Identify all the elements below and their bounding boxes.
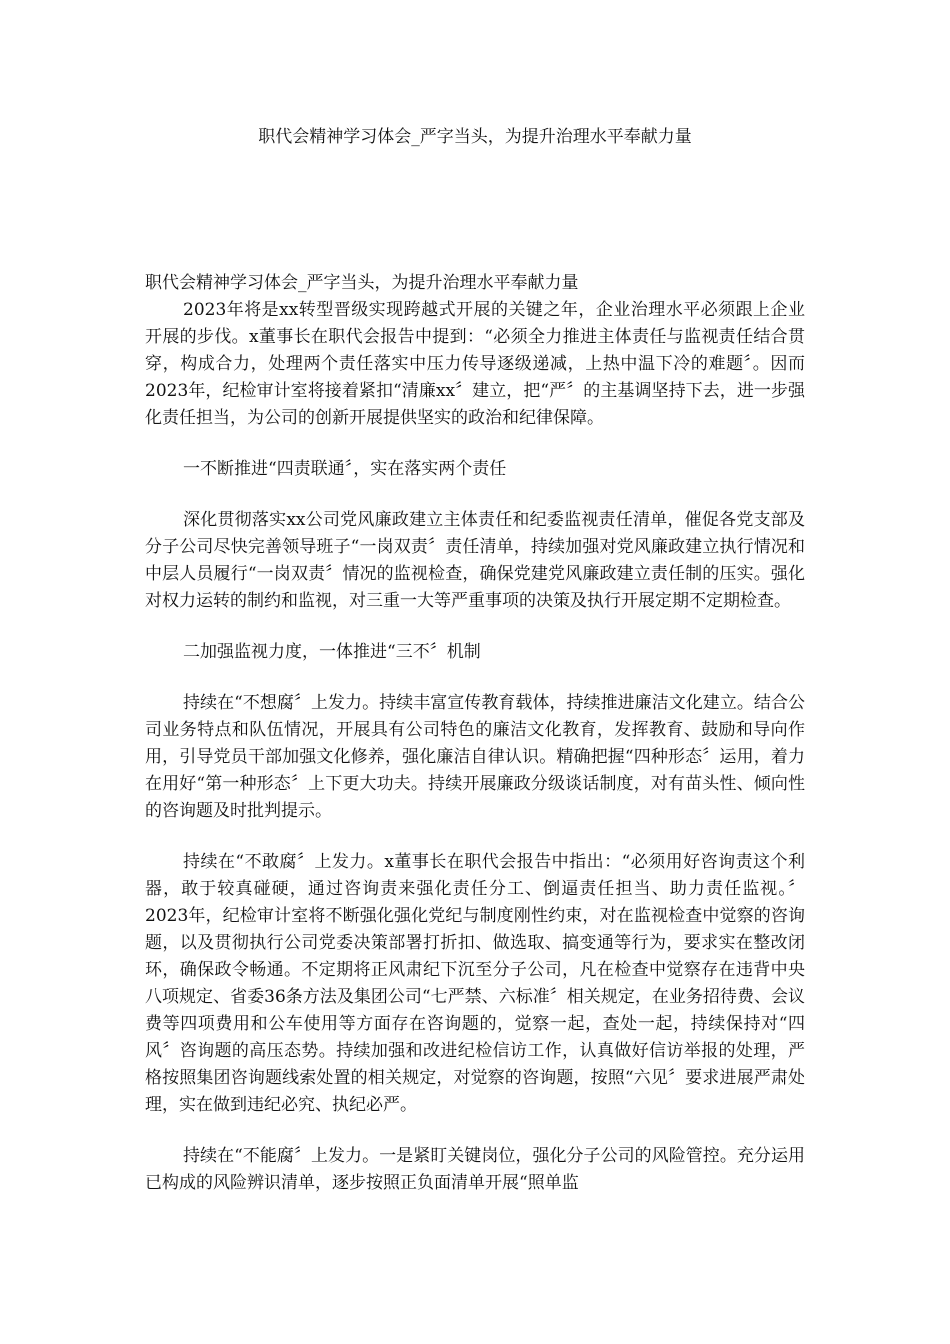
document-body [145, 270, 805, 1197]
document-header-title: 职代会精神学习体会_严字当头，为提升治理水平奉献力量 [258, 127, 692, 147]
paragraph-not-dare-corrupt: 持续在“不敢腐〞上发力。x董事长在职代会报告中指出：“必须用好咨询责这个利器，敢于较真碰硬，通过咨询责来强化责任分工、倒逼责任担当、助力责任监视。〞2023年，纪检审计室将不断强化强化党纪与制度刚性约束，对在监视检查中觉察的咨询题，以及贯彻执行公司党委决策部署打折扣、做选取、搞变通等行为，要求实在整改闭环，确保政令畅通。不定期将正风肃纪下沉至分子公司，凡在检查中觉察存在违背中央八项规定、省委36条方法及集团公司“七严禁、六标准〞相关规定，在业务招待费、会议费等四项费用和公车使用等方面存在咨询题的，觉察一起，查处一起，持续保持对“四风〞咨询题的高压态势。持续加强和改进纪检信访工作，认真做好信访举报的处理，严格按照集团咨询题线索处置的相关规定，对觉察的咨询题，按照“六见〞要求进展严肃处理，实在做到违纪必究、执纪必严。 [145, 852, 805, 1115]
paragraph-cannot-corrupt: 持续在“不能腐〞上发力。一是紧盯关键岗位，强化分子公司的风险管控。充分运用已构成的风险辨识清单，逐步按照正负面清单开展“照单监 [145, 1146, 805, 1193]
section-heading-2: 二加强监视力度，一体推进“三不〞机制 [183, 642, 481, 662]
body-title: 职代会精神学习体会_严字当头，为提升治理水平奉献力量 [145, 273, 579, 293]
paragraph-section-1: 深化贯彻落实xx公司党风廉政建立主体责任和纪委监视责任清单，催促各党支部及分子公司尽快完善领导班子“一岗双责〞责任清单，持续加强对党风廉政建立执行情况和中层人员履行“一岗双责〞情况的监视检查，确保党建党风廉政建立责任制的压实。强化对权力运转的制约和监视，对三重一大等严重事项的决策及执行开展定期不定期检查。 [145, 510, 805, 611]
section-heading-1: 一不断推进“四责联通〞，实在落实两个责任 [183, 459, 507, 479]
paragraph-not-want-corrupt: 持续在“不想腐〞上发力。持续丰富宣传教育载体，持续推进廉洁文化建立。结合公司业务特点和队伍情况，开展具有公司特色的廉洁文化教育，发挥教育、鼓励和导向作用，引导党员干部加强文化修养，强化廉洁自律认识。精确把握“四种形态〞运用，着力在用好“第一种形态〞上下更大功夫。持续开展廉政分级谈话制度，对有苗头性、倾向性的咨询题及时批判提示。 [145, 693, 805, 821]
paragraph-intro: 2023年将是xx转型晋级实现跨越式开展的关键之年，企业治理水平必须跟上企业开展的步伐。x董事长在职代会报告中提到：“必须全力推进主体责任与监视责任结合贯穿，构成合力，处理两个责任落实中压力传导逐级递减，上热中温下冷的难题〞。因而2023年，纪检审计室将接着紧扣“清廉xx〞建立，把“严〞的主基调坚持下去，进一步强化责任担当，为公司的创新开展提供坚实的政治和纪律保障。 [145, 300, 805, 428]
